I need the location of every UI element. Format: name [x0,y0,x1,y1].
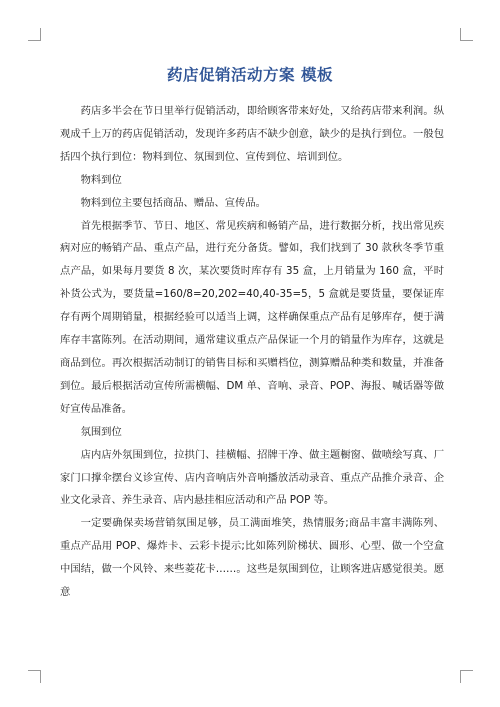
paragraph-atmosphere-summary: 店内店外氛围到位，拉拱门、挂横幅、招牌干净、做主题橱窗、做喷绘写真、厂家门口撑伞摆台义诊宣传、店内音响店外音响播放活动录音、重点产品推介录音、企业文化录音、养生录音、店内悬挂相应活动和产品 POP 等。 [60,448,444,507]
paragraph-materials-detail: 首先根据季节、节日、地区、常见疾病和畅销产品，进行数据分析，找出常见疾病对应的畅销产品、重点产品，进行充分备货。譬如，我们找到了 30 款秋冬季节重点产品，如果每月要货 8 次，某次要货时库存有 35 盒，上月销量为 160 盒，平时补货公式为，要货量=160/8=20,202=40,40-35=5，5 盒就是要货量，要保证库存有两个周期销量，根据经验可以适当上调，这样确保重点产品有足够库存，便于满库存丰富陈列。在活动期间，通常建议重点产品保证一个月的销量作为库存，这就是商品到位。再次根据活动制订的销售目标和买赠档位，测算赠品种类和数量，并准备到位。最后根据活动宣传所需横幅、DM 单、音响、录音、POP、海报、喊话器等做好宣传品准备。 [60,219,444,415]
section-heading-atmosphere: 氛围到位 [80,425,122,438]
paragraph-atmosphere-detail: 一定要确保卖场营销氛围足够，员工满面堆笑，热情服务;商品丰富丰满陈列、重点产品用 POP、爆炸卡、云彩卡提示;比如陈列阶梯状、圆形、心型、做一个空盒中国结，做一个风铃、来些菱花卡……。这些是氛围到位，让顾客进店感觉很美。愿意 [60,517,444,599]
crop-mark-top-right [460,28,473,41]
paragraph-intro: 药店多半会在节日里举行促销活动，即给顾客带来好处，又给药店带来利润。纵观成千上万的药店促销活动，发现许多药店不缺少创意，缺少的是执行到位。一般包括四个执行到位：物料到位、氛围到位、宣传到位、培训到位。 [60,105,444,163]
document-body [60,100,444,599]
document-title: 药店促销活动方案 模板 [167,66,333,84]
crop-mark-bottom-left [28,670,41,683]
crop-mark-bottom-right [460,670,473,683]
crop-mark-top-left [28,28,41,41]
section-heading-materials: 物料到位 [80,173,122,186]
paragraph-materials-summary: 物料到位主要包括商品、赠品、宣传品。 [80,196,266,209]
